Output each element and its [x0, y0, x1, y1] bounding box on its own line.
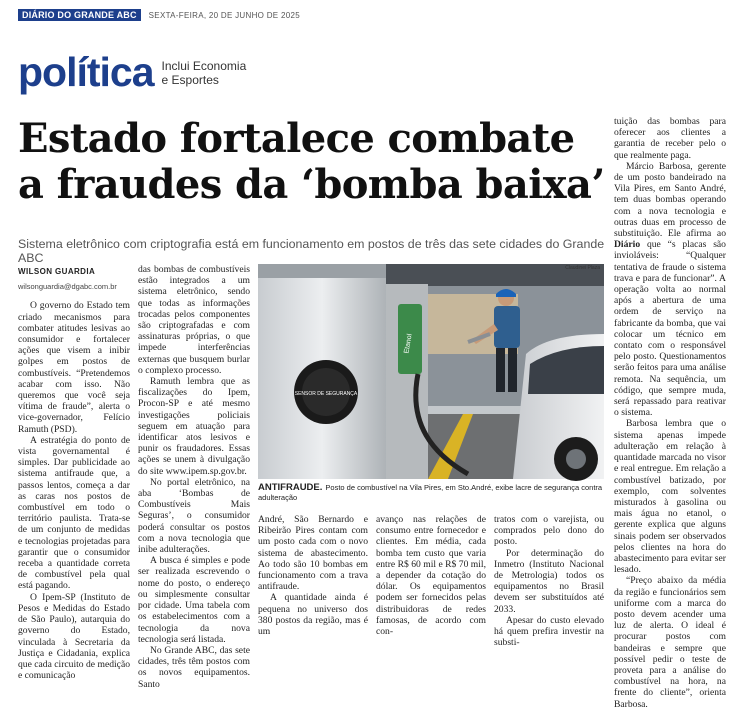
paragraph: O Ipem-SP (Instituto de Pesos e Medidas do Estado de São Paulo), autarquia do governo do Estado, vinculada à Secretaria da Justiça e Cidadania, explica que cada circuito de medição e comunicação — [18, 591, 130, 682]
section-subtitle-line2: e Esportes — [161, 72, 219, 87]
paragraph: No Grande ABC, das sete cidades, três têm postos com os novos equipamentos. Santo — [138, 644, 250, 690]
paragraph: Por determinação do Inmetro (Instituto Nacional de Metrologia) todos os equipamentos no Brasil devem ser substituídos até 2033. — [494, 547, 604, 615]
column-6 — [614, 116, 726, 710]
paragraph-text: que “s placas são invioláveis: “Qualquer tentativa de fraude o sistema trava e para de funcionar”. A operação volta ao normal após a abertura de uma ordem de serviço na fabricante da bomba, que vai colocar um técnico em contato com o responsável pelo posto. Questionamentos serão feitos para uma análise remota. Na sequência, um código, que sempre muda, será repassado para reativar o sistema. — [614, 239, 726, 419]
diario-mention: Diário — [614, 239, 641, 251]
photo-credit: Claudinei Plaza — [565, 265, 600, 271]
column-5 — [494, 514, 604, 648]
section-name: política — [18, 49, 154, 95]
caption-text: Posto de combustível na Vila Pires, em Sto.André, exibe lacre de segurança contra adulteração — [258, 483, 603, 502]
paragraph: André, São Bernardo e Ribeirão Pires contam com um posto cada com o novo sistema de abastecimento. Ao todo são 10 bombas em funcionamento com a trava antifraude. — [258, 514, 368, 593]
nozzle-label: Etanol — [403, 333, 414, 355]
byline: WILSON GUARDIA — [18, 267, 96, 276]
section-header — [18, 49, 247, 95]
caption-tag: ANTIFRAUDE. — [258, 482, 323, 493]
masthead — [18, 8, 300, 22]
section-subtitle — [162, 59, 247, 87]
paragraph: avanço nas relações de consumo entre fornecedor e clientes. Em média, cada bomba tem custo que varia entre R$ 60 mil e R$ 70 mil, a depender da cotação do dólar. Os equipamentos podem ser fornecidos pelas distribuidoras de redes famosas, de acordo com con- — [376, 514, 486, 638]
section-subtitle-line1: Inclui Economia — [161, 58, 247, 73]
paragraph: A estratégia do ponto de vista governamental é simples. Dar publicidade ao sistema antifraude que, a passos lentos, começa a dar as caras nos postos de combustível em todo o território paulista. Trata-se de um conjunto de medidas e tecnologias projetadas para garantir que o consumidor receba a quantidade correta de combustível pela qual está pagando. — [18, 434, 130, 592]
headline-line2: a fraudes da ‘bomba baixa’ — [18, 161, 605, 208]
deck: Sistema eletrônico com criptografia está em funcionamento em postos de três das sete cidades do Grande ABC — [18, 237, 605, 265]
gas-station-photo — [258, 264, 604, 479]
newspaper-logo: DIÁRIO DO GRANDE ABC — [18, 9, 141, 21]
author-email: wilsonguardia@dgabc.com.br — [18, 282, 117, 292]
paragraph: tratos com o varejista, ou comprados pelo dono do posto. — [494, 514, 604, 548]
paragraph: Ramuth lembra que as fiscalizações do Ipem, Procon-SP e até mesmo investigações policiais seguem em atuação para identificar atos lesivos e punir os fraudadores. Essas ações se unem à divulgação do site www.ipem.sp.gov.br. — [138, 376, 250, 477]
paragraph-text: Márcio Barbosa, gerente de um posto bandeirado na Vila Pires, em Santo André, tem duas bombas operando com a nova tecnologia e outras duas em processo de substituição. Ele afirma ao — [614, 160, 726, 240]
column-4 — [376, 514, 486, 637]
paragraph: A quantidade ainda é pequena no universo dos 380 postos da região, mas é um — [258, 592, 368, 638]
seal-text: SENSOR DE SEGURANÇA — [294, 391, 358, 397]
paragraph: das bombas de combustíveis estão integrados a um sistema eletrônico, sendo que todas as informações trocadas pelos componentes são criptografadas e com assinaturas próprias, o que impede interferências externas que busquem burlar o complexo processo. — [138, 264, 250, 376]
paragraph: Barbosa lembra que o sistema apenas impede adulteração em relação à quantidade marcada no visor e real entregue. Em relação a combustível batizado, por exemplo, com solventes misturados à gasolina ou mais água no etanol, o gerente explica que alguns sinais podem ser observados pelos clientes na hora do abastecimento para evitar ser lesado. — [614, 418, 726, 576]
dateline: SEXTA-FEIRA, 20 DE JUNHO DE 2025 — [148, 10, 300, 20]
paragraph: O governo do Estado tem criado mecanismos para combater atitudes lesivas ao consumidor e fortalecer ações que visem a inibir golpes em postos de combustíveis. “Pretendemos acabar com isso. Não queremos que você seja vítima de fraude”, alerta o vice-governador, Felício Ramuth (PSD). — [18, 300, 130, 435]
paragraph: Apesar do custo elevado há quem prefira investir na substi- — [494, 614, 604, 649]
column-3 — [258, 514, 368, 637]
paragraph: tuição das bombas para oferecer aos clientes a garantia de receber pelo o que realmente paga. — [614, 116, 726, 161]
column-2 — [138, 264, 250, 690]
paragraph: A busca é simples e pode ser realizada escrevendo o nome do posto, o endereço ou simplesmente consultar por cidade. Uma tabela com os estabelecimentos com a tecnologia da nova tecnologia será listada. — [138, 555, 250, 645]
article-photo — [258, 264, 604, 479]
paragraph: “Preço abaixo da média da região e funcionários sem uniforme com a marca do posto devem acender uma luz de alerta. O ideal é procurar postos com bandeiras e sempre que possível pedir o teste de proveta para a análise do combustível na hora, na frente do cliente”, orienta Barbosa. — [614, 575, 726, 710]
paragraph — [614, 161, 726, 419]
paragraph: No portal eletrônico, na aba ‘Bombas de Combustíveis Mais Seguras’, o consumidor poderá consultar os postos com a nova tecnologia que inibe adulterações. — [138, 476, 250, 556]
headline — [18, 116, 608, 208]
headline-line1: Estado fortalece combate — [18, 115, 575, 162]
photo-caption — [258, 482, 604, 502]
column-1 — [18, 266, 130, 681]
